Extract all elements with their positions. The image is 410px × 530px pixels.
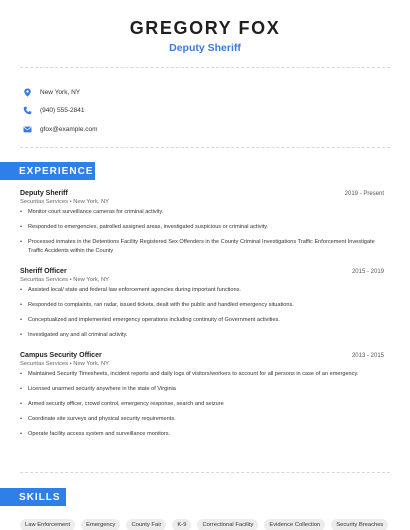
resume-header — [0, 0, 410, 55]
divider — [20, 147, 390, 148]
candidate-name: GREGORY FOX — [129, 18, 281, 38]
job-title: Sheriff Officer — [20, 268, 67, 275]
job-entry — [20, 268, 384, 346]
bullet-item: • Investigated any and all criminal activity. — [20, 331, 384, 340]
skill-tag: County Fair — [126, 519, 166, 530]
job-dates: 2015 - 2019 — [351, 269, 384, 275]
divider — [20, 67, 390, 68]
contact-email-text: gfox@example.com — [40, 125, 98, 133]
job-bullets — [20, 208, 384, 255]
bullet-item: • Responded to complaints, ran radar, issued tickets, dealt with the public and handled emergency situations. — [20, 301, 384, 310]
job-title: Campus Security Officer — [20, 352, 102, 359]
skills-section-header: SKILLS — [0, 488, 66, 506]
bullet-item: • Assisted local/ state and federal law enforcement agencies during important functions. — [20, 286, 384, 295]
bullet-item: • Processed inmates in the Detentions Facility Registered Sex Offenders in the County Criminal Investigations Traffic Enforcement Investigate Traffic Accidents within the County — [20, 238, 384, 255]
candidate-title: Deputy Sheriff — [169, 42, 241, 54]
bullet-item: • Monitor court surveillance cameras for criminal activity. — [20, 208, 384, 217]
bullet-item: • Responded to emergencies, patrolled assigned areas, investigated suspicious or criminal activity. — [20, 223, 384, 232]
bullet-item: • Armed security officer, crowd control, emergency response, search and seizure — [20, 400, 384, 409]
location-pin-icon — [22, 87, 32, 97]
skills-list — [20, 519, 388, 530]
skill-tag: Evidence Collection — [264, 519, 325, 530]
contact-email — [22, 120, 98, 138]
job-bullets — [20, 370, 384, 439]
job-company: Securitas Services • New York, NY — [20, 361, 110, 367]
job-entry — [20, 352, 384, 445]
job-title: Deputy Sheriff — [20, 190, 68, 197]
bullet-item: • Maintained Security Timesheets, incident reports and daily logs of visitors/workers to account for all persons in case of an emergency. — [20, 370, 384, 379]
skill-tag: Emergency — [81, 519, 120, 530]
job-bullets — [20, 286, 384, 340]
contact-location — [22, 83, 98, 101]
job-dates: 2013 - 2015 — [351, 353, 384, 359]
email-icon — [22, 124, 32, 134]
bullet-item: • Conceptualized and implemented emergency operations including continuity of Government activities. — [20, 316, 384, 325]
job-company: Securitas Services • New York, NY — [20, 199, 110, 205]
contact-location-text: New York, NY — [40, 88, 81, 96]
job-dates: 2019 - Present — [344, 191, 384, 197]
contact-phone-text: (940) 555-2841 — [40, 107, 85, 114]
skill-tag: Correctional Facility — [197, 519, 258, 530]
skill-tag: K-9 — [172, 519, 191, 530]
bullet-item: • Operate facility access system and surveillance monitors. — [20, 430, 384, 439]
contact-phone — [22, 102, 98, 120]
experience-section-header: EXPERIENCE — [0, 162, 95, 180]
divider — [20, 472, 390, 473]
job-company: Securitas Services • New York, NY — [20, 277, 110, 283]
bullet-item: • Coordinate site surveys and physical security requirements. — [20, 415, 384, 424]
job-entry — [20, 190, 384, 262]
skill-tag: Law Enforcement — [20, 519, 75, 530]
phone-icon — [22, 106, 32, 116]
skill-tag: Security Breaches — [331, 519, 388, 530]
contact-list — [22, 83, 98, 139]
bullet-item: • Licensed unarmed security anywhere in the state of Virginia — [20, 385, 384, 394]
